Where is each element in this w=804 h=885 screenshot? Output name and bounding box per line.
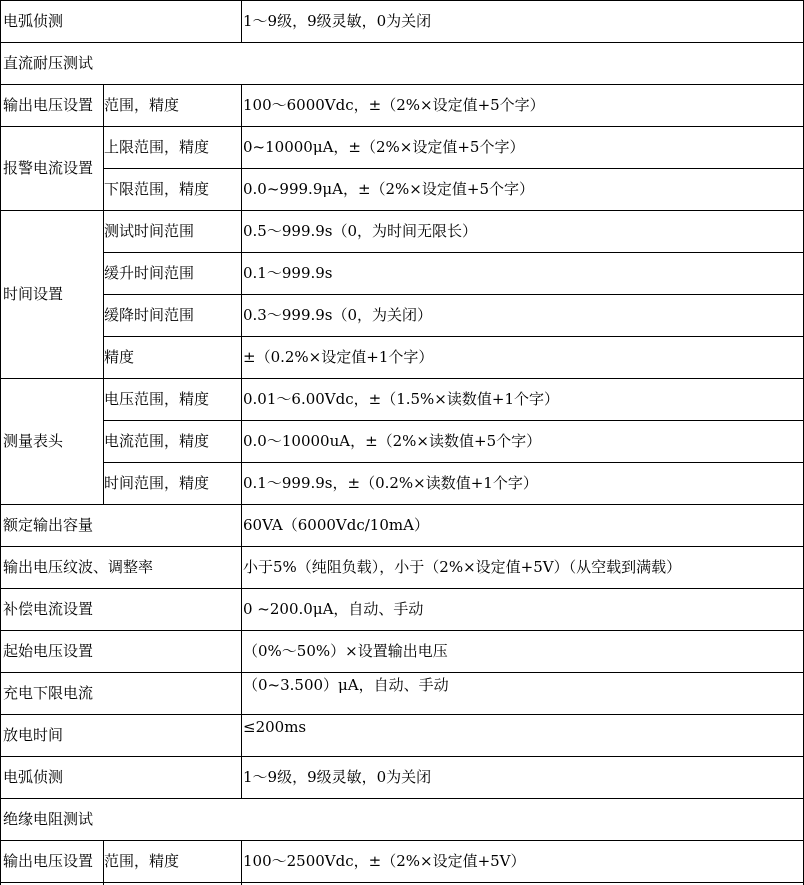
table-rule — [0, 882, 804, 883]
table-rule — [0, 546, 804, 547]
table-rule — [103, 420, 804, 421]
table-rule — [0, 588, 804, 589]
row-value: 0 ~200.0μA，自动、手动 — [243, 600, 424, 618]
row-label: 起始电压设置 — [3, 642, 94, 660]
table-rule — [0, 840, 804, 841]
row-label: 输出电压纹波、调整率 — [3, 558, 154, 576]
table-rule — [0, 504, 804, 505]
row-sublabel: 范围，精度 — [104, 96, 180, 114]
row-value: 0.1～999.9s — [243, 264, 333, 282]
table-rule — [0, 756, 804, 757]
row-sublabel: 缓升时间范围 — [104, 264, 195, 282]
table-rule — [0, 126, 804, 127]
section-heading: 直流耐压测试 — [3, 54, 94, 72]
row-sublabel: 范围，精度 — [104, 852, 180, 870]
row-label: 补偿电流设置 — [3, 600, 94, 618]
row-sublabel: 测试时间范围 — [104, 222, 195, 240]
table-rule — [241, 840, 242, 885]
table-rule — [0, 672, 804, 673]
table-rule — [103, 252, 804, 253]
row-label: 充电下限电流 — [3, 684, 94, 702]
row-value: ±（0.2%×设定值+1个字） — [243, 348, 434, 366]
row-sublabel: 下限范围，精度 — [104, 180, 210, 198]
row-value: 1～9级，9级灵敏，0为关闭 — [243, 12, 432, 30]
table-rule — [0, 0, 804, 1]
table-rule — [0, 714, 804, 715]
table-rule — [0, 42, 804, 43]
row-value: 0.5～999.9s（0，为时间无限长） — [243, 222, 478, 240]
table-rule — [0, 210, 804, 211]
row-value: 0~10000μA，±（2%×设定值+5个字） — [243, 138, 525, 156]
row-value: 1～9级，9级灵敏，0为关闭 — [243, 768, 432, 786]
row-label: 时间设置 — [3, 285, 64, 303]
section-heading: 绝缘电阻测试 — [3, 810, 94, 828]
table-rule — [0, 0, 1, 885]
row-value: 0.1～999.9s，±（0.2%×读数值+1个字） — [243, 474, 538, 492]
table-rule — [103, 168, 804, 169]
row-value: 0.0~999.9μA，±（2%×设定值+5个字） — [243, 180, 534, 198]
table-rule — [241, 84, 242, 798]
table-rule — [241, 0, 242, 42]
row-value: （0%～50%）×设置输出电压 — [243, 642, 448, 660]
row-sublabel: 上限范围，精度 — [104, 138, 210, 156]
table-rule — [103, 294, 804, 295]
row-label: 电弧侦测 — [3, 768, 64, 786]
row-value: 0.0～10000uA，±（2%×读数值+5个字） — [243, 432, 542, 450]
row-sublabel: 电压范围，精度 — [104, 390, 210, 408]
row-value: 60VA（6000Vdc/10mA） — [243, 516, 429, 534]
row-label: 电弧侦测 — [3, 12, 64, 30]
row-sublabel: 时间范围，精度 — [104, 474, 210, 492]
row-label: 放电时间 — [3, 726, 64, 744]
row-label: 额定输出容量 — [3, 516, 94, 534]
row-label: 报警电流设置 — [3, 159, 94, 177]
table-rule — [0, 798, 804, 799]
table-rule — [103, 336, 804, 337]
row-sublabel: 电流范围，精度 — [104, 432, 210, 450]
row-value: 0.01～6.00Vdc，±（1.5%×读数值+1个字） — [243, 390, 559, 408]
row-label: 测量表头 — [3, 432, 64, 450]
row-value: 小于5%（纯阻负载），小于（2%×设定值+5V）（从空载到满载） — [243, 558, 682, 576]
table-rule — [0, 378, 804, 379]
row-value: 100～6000Vdc，±（2%×设定值+5个字） — [243, 96, 545, 114]
table-rule — [0, 84, 804, 85]
row-sublabel: 缓降时间范围 — [104, 306, 195, 324]
row-value: ≤200ms — [243, 718, 307, 736]
row-value: （0~3.500）μA，自动、手动 — [243, 676, 449, 694]
row-value: 100～2500Vdc，±（2%×设定值+5V） — [243, 852, 526, 870]
table-rule — [103, 462, 804, 463]
row-label: 输出电压设置 — [3, 96, 94, 114]
row-value: 0.3～999.9s（0，为关闭） — [243, 306, 433, 324]
row-label: 输出电压设置 — [3, 852, 94, 870]
table-rule — [0, 630, 804, 631]
row-sublabel: 精度 — [104, 348, 135, 366]
